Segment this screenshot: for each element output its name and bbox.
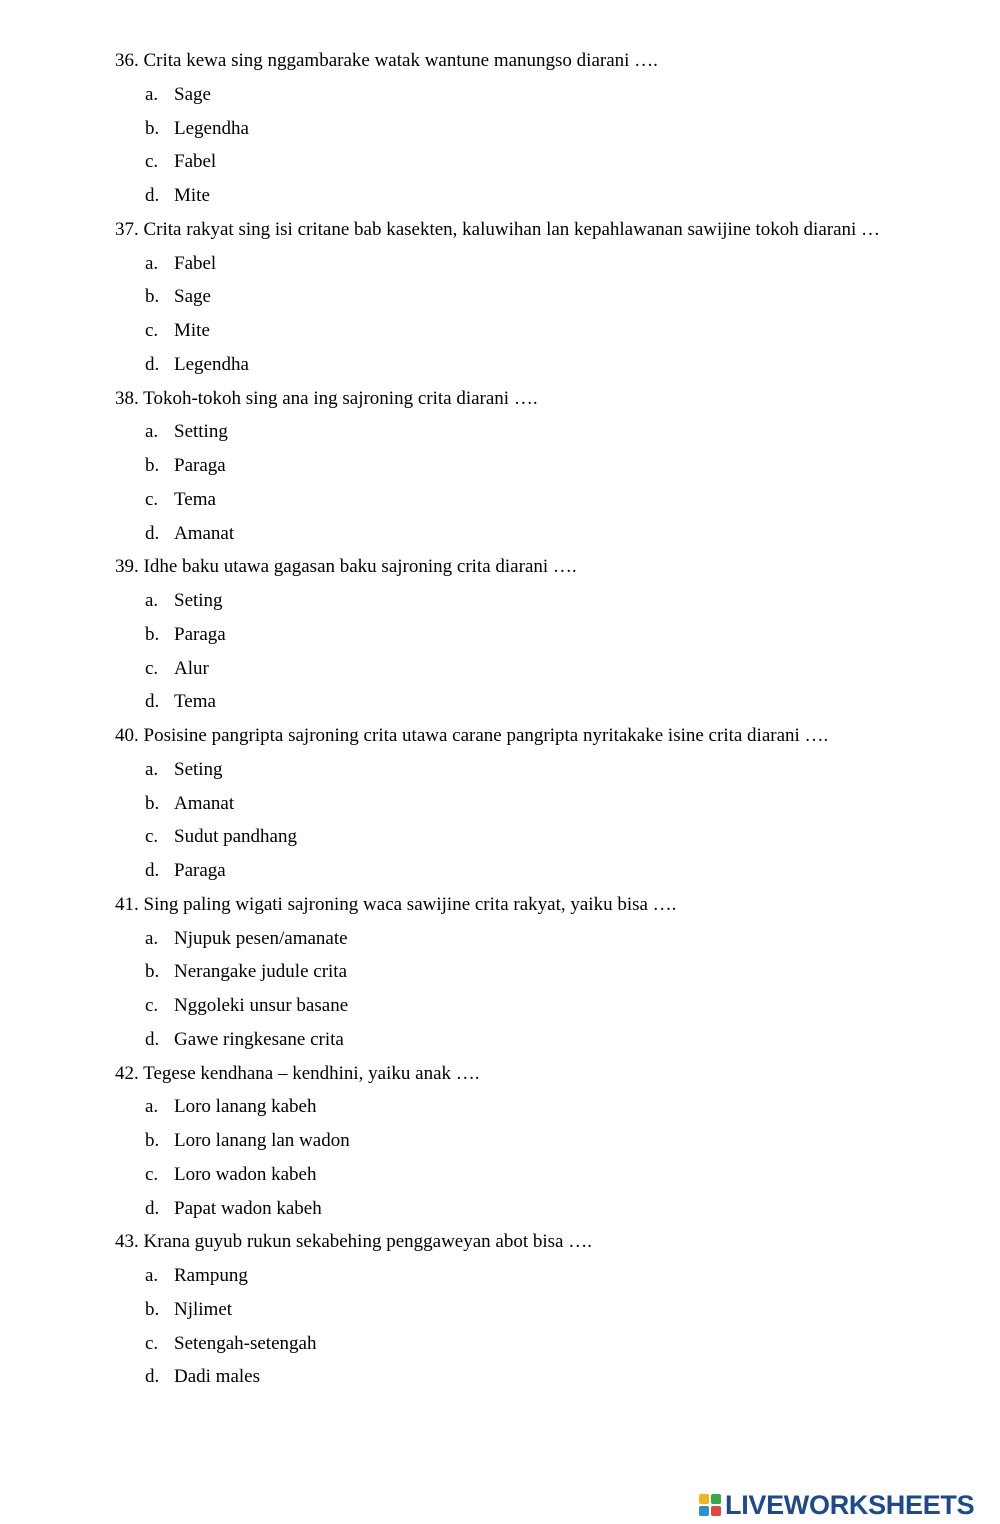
logo-square — [699, 1494, 709, 1504]
option-text: Nggoleki unsur basane — [174, 995, 349, 1016]
option-letter: c. — [145, 151, 159, 173]
option-list — [0, 584, 1000, 719]
answer-option[interactable] — [0, 517, 1000, 551]
option-letter: a. — [145, 83, 159, 105]
option-letter: b. — [145, 623, 160, 645]
question-text: Posisine pangripta sajroning crita utawa carane pangripta nyritakake isine crita diarani …. — [143, 725, 829, 746]
question-text: Crita kewa sing nggambarake watak wantune manungso diarani …. — [143, 50, 658, 71]
option-text: Alur — [174, 657, 209, 679]
option-text: Amanat — [174, 522, 235, 544]
answer-option[interactable] — [0, 78, 1000, 112]
brand-name: LIVEWORKSHEETS — [725, 1490, 975, 1520]
answer-option[interactable] — [0, 1090, 1000, 1124]
question-stem — [0, 1057, 1000, 1091]
answer-option[interactable] — [0, 1327, 1000, 1361]
option-letter: a. — [145, 758, 159, 780]
option-text: Paraga — [174, 455, 226, 476]
option-letter: a. — [145, 1096, 159, 1118]
question-stem — [0, 382, 1000, 416]
option-letter: c. — [145, 320, 159, 341]
option-list — [0, 922, 1000, 1057]
option-text: Fabel — [174, 151, 217, 173]
question-text: Crita rakyat sing isi critane bab kasekten, kaluwihan lan kepahlawanan sawijine tokoh diarani … — [143, 218, 881, 240]
question-stem — [0, 719, 1000, 753]
question-text: Tokoh-tokoh sing ana ing sajroning crita diarani …. — [143, 387, 538, 409]
worksheet — [0, 44, 1000, 1394]
answer-option[interactable] — [0, 922, 1000, 956]
answer-option[interactable] — [0, 854, 1000, 888]
question-number: 38. — [115, 387, 139, 409]
question-37 — [0, 213, 1000, 382]
answer-option[interactable] — [0, 314, 1000, 348]
option-list — [0, 1259, 1000, 1394]
answer-option[interactable] — [0, 112, 1000, 146]
option-text: Njlimet — [174, 1298, 233, 1320]
option-text: Paraga — [174, 860, 226, 881]
option-text: Njupuk pesen/amanate — [174, 927, 348, 949]
logo-square — [711, 1506, 721, 1516]
option-letter: a. — [145, 590, 159, 611]
question-number: 42. — [115, 1062, 139, 1084]
option-letter: c. — [145, 657, 159, 679]
option-text: Dadi males — [174, 1366, 261, 1388]
answer-option[interactable] — [0, 1360, 1000, 1394]
answer-option[interactable] — [0, 1259, 1000, 1293]
option-letter: d. — [145, 860, 160, 881]
option-text: Sage — [174, 286, 211, 308]
question-text: Tegese kendhana – kendhini, yaiku anak …. — [143, 1062, 480, 1084]
answer-option[interactable] — [0, 1293, 1000, 1327]
logo-square — [699, 1506, 709, 1516]
question-text: Sing paling wigati sajroning waca sawijine crita rakyat, yaiku bisa …. — [143, 893, 677, 915]
option-letter: b. — [145, 1130, 160, 1151]
question-number: 43. — [115, 1231, 139, 1253]
question-stem — [0, 1225, 1000, 1259]
answer-option[interactable] — [0, 145, 1000, 179]
option-letter: d. — [145, 522, 160, 544]
option-text: Tema — [174, 691, 216, 713]
option-letter: a. — [145, 421, 159, 443]
question-text: Krana guyub rukun sekabehing penggaweyan abot bisa …. — [143, 1231, 592, 1253]
option-letter: c. — [145, 488, 159, 510]
option-letter: d. — [145, 353, 160, 375]
answer-option[interactable] — [0, 989, 1000, 1023]
option-letter: c. — [145, 995, 159, 1016]
option-letter: d. — [145, 1366, 160, 1388]
answer-option[interactable] — [0, 955, 1000, 989]
option-text: Loro lanang kabeh — [174, 1096, 317, 1118]
question-number: 41. — [115, 893, 139, 915]
question-41 — [0, 888, 1000, 1057]
option-text: Loro wadon kabeh — [174, 1163, 317, 1185]
option-text: Loro lanang lan wadon — [174, 1130, 350, 1151]
option-letter: b. — [145, 455, 160, 476]
answer-option[interactable] — [0, 787, 1000, 821]
option-letter: d. — [145, 1197, 160, 1219]
option-text: Fabel — [174, 252, 217, 274]
question-number: 36. — [115, 50, 139, 71]
answer-option[interactable] — [0, 652, 1000, 686]
option-text: Legendha — [174, 353, 249, 375]
question-39 — [0, 550, 1000, 719]
option-letter: d. — [145, 691, 160, 713]
option-text: Gawe ringkesane crita — [174, 1028, 344, 1050]
option-letter: c. — [145, 826, 159, 848]
option-letter: b. — [145, 961, 160, 983]
question-number: 40. — [115, 725, 139, 746]
option-list — [0, 247, 1000, 382]
option-text: Legendha — [174, 117, 249, 139]
option-text: Mite — [174, 185, 210, 206]
option-letter: b. — [145, 286, 160, 308]
option-text: Sudut pandhang — [174, 826, 297, 848]
option-text: Setting — [174, 421, 228, 443]
answer-option[interactable] — [0, 280, 1000, 314]
question-36 — [0, 44, 1000, 213]
option-letter: a. — [145, 927, 159, 949]
option-list — [0, 78, 1000, 213]
option-letter: a. — [145, 1265, 159, 1286]
option-text: Amanat — [174, 792, 235, 814]
option-letter: c. — [145, 1332, 159, 1354]
option-list — [0, 415, 1000, 550]
answer-option[interactable] — [0, 685, 1000, 719]
answer-option[interactable] — [0, 483, 1000, 517]
option-letter: b. — [145, 117, 160, 139]
answer-option[interactable] — [0, 1124, 1000, 1158]
option-letter: b. — [145, 792, 160, 814]
option-list — [0, 1090, 1000, 1225]
option-letter: d. — [145, 1028, 160, 1050]
option-text: Sage — [174, 83, 211, 105]
answer-option[interactable] — [0, 618, 1000, 652]
question-42 — [0, 1057, 1000, 1226]
question-stem — [0, 213, 1000, 247]
logo-square — [711, 1494, 721, 1504]
answer-option[interactable] — [0, 820, 1000, 854]
option-text: Rampung — [174, 1265, 248, 1286]
option-letter: a. — [145, 252, 159, 274]
option-list — [0, 753, 1000, 888]
answer-option[interactable] — [0, 449, 1000, 483]
answer-option[interactable] — [0, 1023, 1000, 1057]
option-text: Tema — [174, 488, 216, 510]
question-40 — [0, 719, 1000, 888]
question-38 — [0, 382, 1000, 551]
question-stem — [0, 44, 1000, 78]
option-letter: c. — [145, 1163, 159, 1185]
question-stem — [0, 550, 1000, 584]
answer-option[interactable] — [0, 753, 1000, 787]
option-text: Setengah-setengah — [174, 1332, 317, 1354]
option-text: Paraga — [174, 623, 226, 645]
answer-option[interactable] — [0, 348, 1000, 382]
answer-option[interactable] — [0, 415, 1000, 449]
liveworksheets-brand — [699, 1488, 974, 1522]
answer-option[interactable] — [0, 247, 1000, 281]
question-text: Idhe baku utawa gagasan baku sajroning crita diarani …. — [143, 556, 577, 578]
question-stem — [0, 888, 1000, 922]
question-43 — [0, 1225, 1000, 1394]
option-text: Papat wadon kabeh — [174, 1197, 322, 1219]
option-text: Seting — [174, 758, 223, 780]
question-number: 39. — [115, 556, 139, 578]
answer-option[interactable] — [0, 1158, 1000, 1192]
liveworksheets-logo-icon — [699, 1494, 721, 1516]
question-number: 37. — [115, 218, 139, 240]
answer-option[interactable] — [0, 1192, 1000, 1226]
answer-option[interactable] — [0, 179, 1000, 213]
option-text: Seting — [174, 590, 223, 611]
option-text: Nerangake judule crita — [174, 961, 348, 983]
option-letter: d. — [145, 185, 160, 206]
answer-option[interactable] — [0, 584, 1000, 618]
option-letter: b. — [145, 1298, 160, 1320]
option-text: Mite — [174, 320, 210, 341]
